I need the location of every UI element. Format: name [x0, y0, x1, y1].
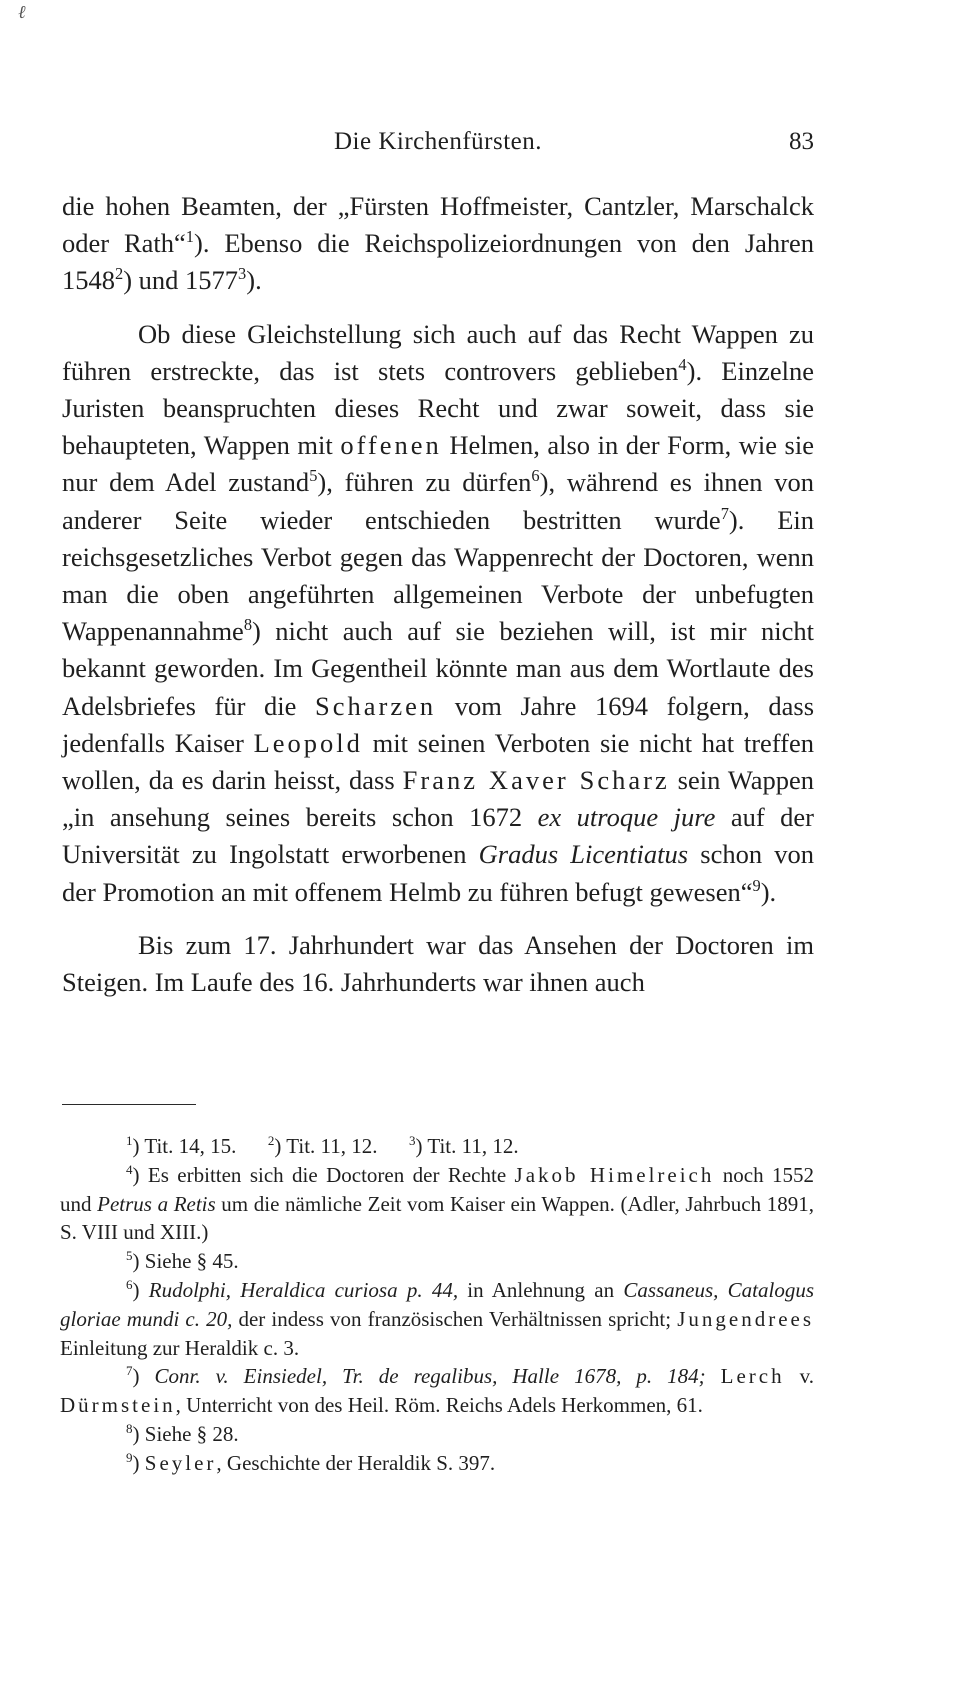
footnotes — [60, 1132, 814, 1478]
running-head — [62, 128, 814, 162]
italic-phrase: Rudolphi, Heraldica curiosa p. 44, — [148, 1277, 459, 1302]
footnote-mark: 2 — [267, 1133, 275, 1148]
footnote-text: ) Tit. 14, 15. — [132, 1134, 237, 1158]
text-run: ) nicht auch auf sie beziehen will, ist mir nicht bekannt geworden. Im Gegentheil könnte man aus dem Wortlaute des Adelsbriefes für die — [62, 616, 814, 721]
footnote-text: , Unterricht von des Heil. Röm. Reichs Adels Herkommen, 61. — [175, 1393, 703, 1418]
body-text — [62, 188, 814, 1001]
footnote-text: in Anlehnung an — [458, 1277, 624, 1302]
text-run: Helmen, also in der Form, wie sie nur dem Adel zustand — [62, 430, 814, 498]
footnote-mark: 3 — [409, 1133, 416, 1148]
footnote-8 — [60, 1420, 814, 1449]
italic-phrase: Cassaneus, Catalogus gloriae mundi c. 20, — [60, 1277, 815, 1331]
text-run: Bis zum 17. Jahrhundert war das Ansehen der Doctoren im Steigen. Im Laufe des 16. Jahrhunderts war ihnen auch — [62, 929, 814, 998]
paragraph-1 — [62, 188, 814, 300]
text-run: schon von der Promotion an mit offenem Helmb zu führen befugt gewesen“ — [62, 839, 815, 907]
spaced-emphasis: Franz Xaver Scharz — [402, 765, 670, 796]
text-run: ). Ebenso die Reichspolizeiordnungen von den Jahren 1548 — [62, 228, 814, 296]
text-run: ) und 1577 — [123, 265, 239, 296]
footnote-1-3 — [60, 1132, 814, 1161]
footnote-text: um die nämliche Zeit vom Kaiser ein Wappen. (Adler, Jahrbuch 1891, S. VIII und XIII.) — [60, 1191, 814, 1245]
footnote-7 — [60, 1362, 814, 1420]
footnote-ref: 4 — [678, 354, 687, 374]
text-run: ). Ein reichsgesetzliches Verbot gegen das Wappenrecht der Doctoren, wenn man die oben angeführten allgemeinen Verbote der unbefugten Wappenannahme — [62, 504, 815, 647]
spaced-emphasis: Scharzen — [315, 690, 437, 721]
footnote-mark: 7 — [126, 1363, 133, 1379]
stray-pencil-mark: ℓ — [18, 2, 26, 22]
footnote-text: noch 1552 und — [60, 1162, 814, 1216]
italic-phrase: Gradus Licentiatus — [478, 839, 689, 870]
footnote-text: ) — [132, 1277, 149, 1302]
spaced-emphasis: Dürmstein — [60, 1393, 176, 1418]
footnote-text: ) Tit. 11, 12. — [415, 1134, 519, 1158]
paragraph-2 — [62, 316, 814, 911]
footnote-mark: 9 — [126, 1449, 133, 1465]
page-number: 83 — [789, 128, 814, 155]
footnote-text: ) Es erbitten sich die Doctoren der Rechte — [132, 1162, 515, 1187]
text-run: auf der Universität zu Ingolstatt erworbenen — [62, 802, 814, 870]
text-run: ), während es ihnen von anderer Seite wieder entschieden bestritten wurde — [62, 467, 814, 535]
italic-phrase: ex utroque jure — [537, 802, 716, 833]
spaced-emphasis: offenen — [340, 430, 442, 461]
footnote-ref: 2 — [115, 264, 124, 284]
text-run: ). Einzelne Juristen beanspruchten dieses Recht und zwar soweit, dass sie behaupteten, Wappen mit — [62, 355, 814, 461]
spaced-emphasis: Lerch — [720, 1364, 785, 1389]
footnote-divider — [62, 1104, 196, 1105]
spaced-emphasis: Jungendrees — [677, 1306, 815, 1331]
footnote-mark: 5 — [126, 1248, 133, 1264]
footnote-ref: 7 — [720, 503, 729, 523]
footnote-ref: 9 — [752, 875, 761, 895]
text-run: ). — [760, 876, 777, 907]
footnote-text: v. — [784, 1364, 814, 1389]
footnote-text: ) Siehe § 45. — [132, 1249, 239, 1274]
footnote-text: der indess von französischen Verhältnissen spricht; — [232, 1306, 678, 1331]
footnote-text: ) Tit. 11, 12. — [274, 1134, 378, 1158]
footnote-ref: 5 — [309, 466, 318, 486]
footnote-text: ) Siehe § 28. — [132, 1421, 239, 1446]
text-run: die hohen Beamten, der „Fürsten Hoffmeister, Cantzler, Marschalck oder Rath“ — [62, 191, 814, 259]
footnote-ref: 8 — [243, 615, 253, 635]
italic-phrase: Petrus a Retis — [97, 1191, 216, 1216]
italic-phrase: Conr. v. Einsiedel, Tr. de regalibus, Halle 1678, p. 184; — [154, 1364, 706, 1389]
text-run: sein Wappen „in ansehung seines bereits schon 1672 — [62, 765, 814, 833]
paragraph-3 — [62, 927, 814, 1001]
footnote-6 — [60, 1276, 814, 1362]
footnote-5 — [60, 1247, 814, 1276]
footnote-mark: 4 — [126, 1161, 133, 1177]
text-run: ). — [246, 265, 262, 296]
text-run: vom Jahre 1694 folgern, dass jedenfalls Kaiser — [62, 690, 815, 758]
footnote-mark: 1 — [126, 1133, 133, 1148]
footnote-9 — [60, 1449, 814, 1478]
footnote-text: ) — [132, 1364, 155, 1389]
running-title: Die Kirchenfürsten. — [333, 128, 543, 155]
footnote-ref: 3 — [238, 264, 247, 284]
footnote-mark: 8 — [126, 1420, 133, 1436]
text-run: mit seinen Verboten sie nicht hat treffen wollen, da es darin heisst, dass — [62, 727, 814, 796]
footnote-text: Einleitung zur Heraldik c. 3. — [60, 1335, 300, 1360]
footnote-ref: 6 — [531, 466, 540, 486]
footnote-text — [706, 1364, 721, 1388]
spaced-emphasis: Jakob Himelreich — [514, 1162, 715, 1187]
footnote-ref: 1 — [185, 227, 195, 247]
text-run: ), führen zu dürfen — [317, 467, 532, 498]
footnote-text: , Geschichte der Heraldik S. 397. — [216, 1450, 496, 1475]
spaced-emphasis: Leopold — [253, 727, 363, 758]
footnote-mark: 6 — [126, 1276, 133, 1292]
footnote-4 — [60, 1161, 814, 1247]
footnote-text: ) — [132, 1450, 145, 1475]
text-run: Ob diese Gleichstellung sich auch auf das Recht Wappen zu führen erstreckte, das ist stets controvers geblieben — [62, 318, 814, 386]
spaced-emphasis: Seyler — [144, 1450, 217, 1475]
